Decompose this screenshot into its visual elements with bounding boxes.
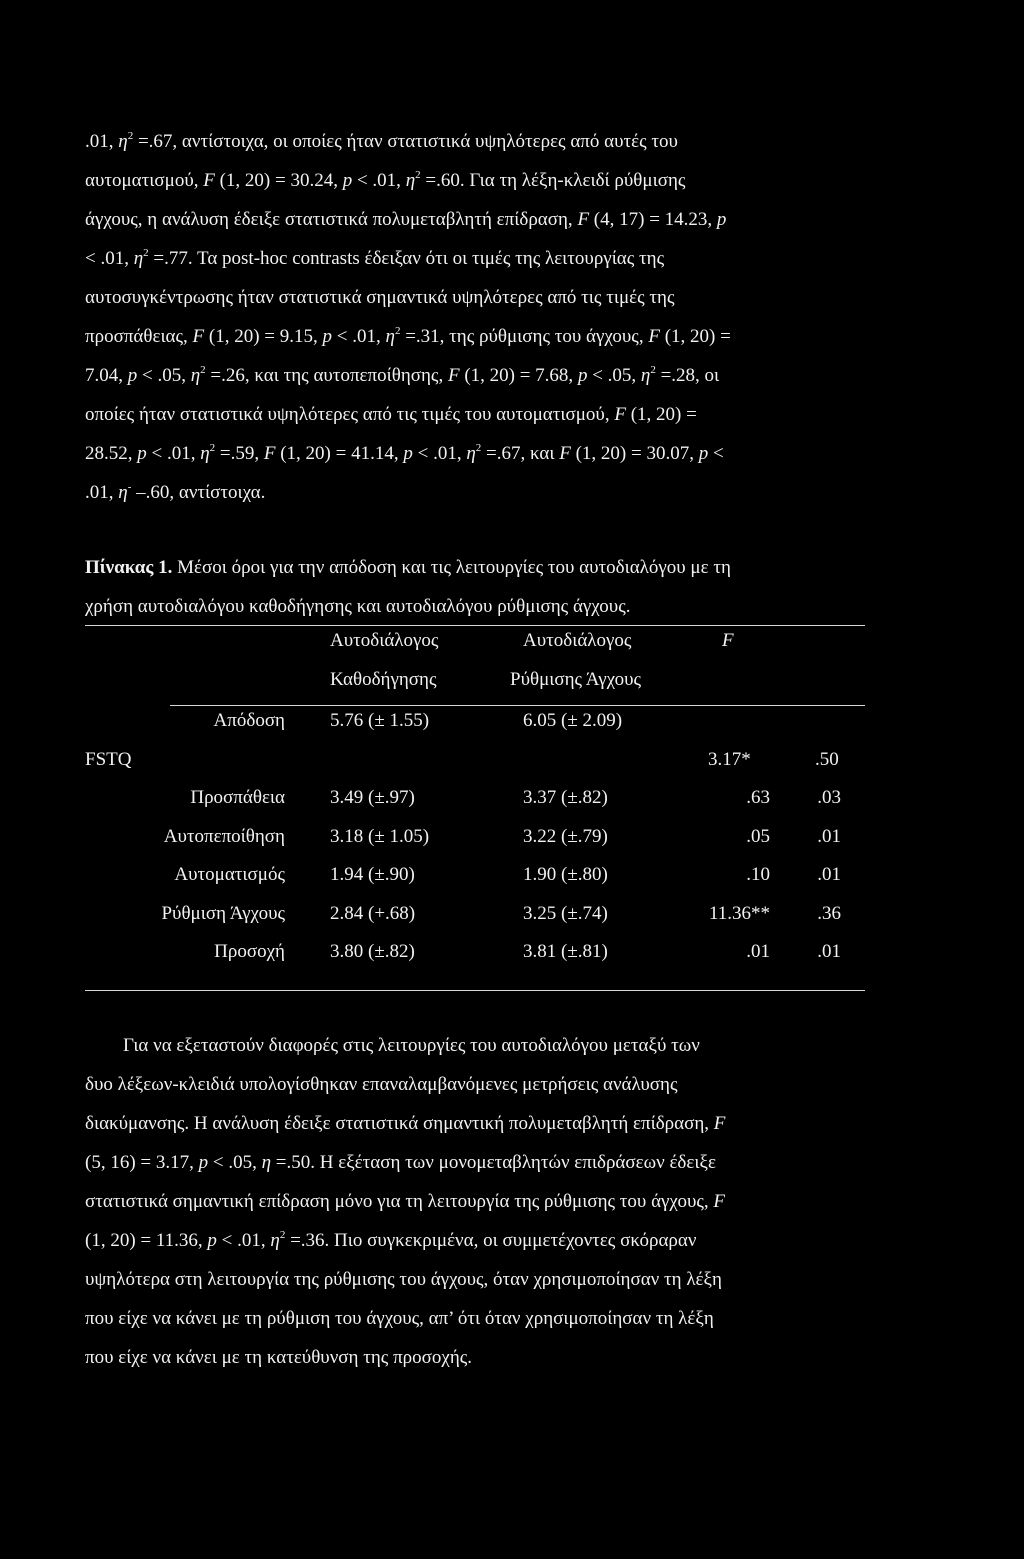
- superscript: 2: [279, 1229, 286, 1241]
- italic-symbol: p: [207, 1230, 217, 1251]
- text-run: .01,: [85, 131, 119, 152]
- italic-symbol: η: [270, 1230, 280, 1251]
- text-run: <: [708, 443, 724, 464]
- text-run: 7.04,: [85, 365, 128, 386]
- table-row-f-value: .01: [746, 941, 770, 962]
- text-run: που είχε να κάνει με τη ρύθμιση του άγχους, απ’ ότι όταν χρησιμοποίησαν τη λέξη: [85, 1308, 714, 1329]
- text-run: =.59,: [215, 443, 264, 464]
- group-f-value: 3.17*: [708, 749, 751, 770]
- row-performance-label: Απόδοση: [213, 710, 285, 731]
- italic-symbol: F: [614, 404, 626, 425]
- italic-symbol: p: [137, 443, 147, 464]
- text-line: [85, 317, 945, 356]
- text-run: δυο λέξεων-κλειδιά υπολογίσθηκαν επαναλαμβανόμενες μετρήσεις ανάλυσης: [85, 1074, 678, 1095]
- text-run: (4, 17) = 14.23,: [589, 209, 717, 230]
- italic-symbol: F: [713, 1191, 725, 1212]
- italic-symbol: p: [698, 443, 709, 464]
- text-line: [85, 278, 945, 317]
- italic-symbol: η: [466, 443, 476, 464]
- group-eta-value: .50: [815, 749, 839, 770]
- text-line: [85, 122, 945, 161]
- table-header-rule: [170, 705, 865, 706]
- italic-symbol: η: [118, 482, 128, 503]
- italic-symbol: F: [559, 443, 571, 464]
- table-row-f-value: 11.36**: [708, 903, 770, 924]
- table-row-guidance-mean: 1.94 (±.90): [330, 864, 415, 885]
- italic-symbol: F: [203, 170, 215, 191]
- table-caption-text-2: χρήση αυτοδιαλόγου καθοδήγησης και αυτοδιαλόγου ρύθμισης άγχους.: [85, 596, 631, 617]
- text-line: [85, 1143, 945, 1182]
- header-col1-line1: Αυτοδιάλογος: [330, 630, 439, 651]
- italic-symbol: p: [342, 170, 353, 191]
- italic-symbol: η: [200, 443, 210, 464]
- text-line: [85, 1221, 945, 1260]
- header-col2-line1: Αυτοδιάλογος: [523, 630, 632, 651]
- table-row-f-value: .10: [746, 864, 770, 885]
- table-caption-text-1: Μέσοι όροι για την απόδοση και τις λειτουργίες του αυτοδιαλόγου με τη: [172, 557, 731, 578]
- text-run: < .05,: [208, 1152, 262, 1173]
- text-line: [85, 239, 945, 278]
- text-run: διακύμανσης. Η ανάλυση έδειξε στατιστικά σημαντική πολυμεταβλητή επίδραση,: [85, 1113, 714, 1134]
- text-line: [85, 1260, 945, 1299]
- text-run: (1, 20) = 41.14,: [275, 443, 404, 464]
- text-run: άγχους, η ανάλυση έδειξε στατιστικά πολυμεταβλητή επίδραση,: [85, 209, 578, 230]
- paragraph-results-2: [85, 1026, 945, 1377]
- text-line: [85, 1182, 945, 1221]
- text-line: [85, 1104, 945, 1143]
- table-row-label: Προσπάθεια: [190, 787, 285, 808]
- table-caption: [85, 548, 945, 626]
- text-line: [85, 395, 945, 434]
- italic-symbol: p: [322, 326, 333, 347]
- text-run: αυτοματισμού,: [85, 170, 204, 191]
- italic-symbol: p: [198, 1152, 209, 1173]
- italic-symbol: F: [192, 326, 205, 347]
- text-line: [85, 1299, 945, 1338]
- italic-symbol: F: [713, 1113, 726, 1134]
- text-run: (1, 20) =: [659, 326, 731, 347]
- row-performance-c2: 6.05 (± 2.09): [523, 710, 623, 731]
- superscript: 2: [394, 325, 401, 337]
- group-label-fstq: FSTQ: [85, 749, 132, 770]
- text-run: (1, 20) = 7.68,: [459, 365, 578, 386]
- table-caption-label: Πίνακας 1.: [85, 557, 173, 578]
- text-run: =.26, και της αυτοπεποίθησης,: [205, 365, 448, 386]
- italic-symbol: p: [127, 365, 138, 386]
- text-line: [85, 473, 945, 512]
- text-run: =.77. Τα post-hoc contrasts έδειξαν ότι οι τιμές της λειτουργίας της: [148, 248, 665, 269]
- table-row-eta-value: .01: [817, 941, 841, 962]
- text-run: υψηλότερα στη λειτουργία της ρύθμισης του άγχους, όταν χρησιμοποίησαν τη λέξη: [85, 1269, 722, 1290]
- text-run: =.67, αντίστοιχα, οι οποίες ήταν στατιστικά υψηλότερες από αυτές του: [133, 131, 678, 152]
- text-run: =.50. Η εξέταση των μονομεταβλητών επιδράσεων έδειξε: [271, 1152, 716, 1173]
- italic-symbol: p: [716, 209, 727, 230]
- table-row-guidance-mean: 3.18 (± 1.05): [330, 826, 430, 847]
- text-run: Για να εξεταστούν διαφορές στις λειτουργίες του αυτοδιαλόγου μεταξύ των: [85, 1035, 700, 1056]
- text-run: =.36. Πιο συγκεκριμένα, οι συμμετέχοντες σκόραραν: [285, 1230, 697, 1251]
- text-run: (1, 20) =: [625, 404, 697, 425]
- header-col2-line2: Ρύθμισης Άγχους: [510, 669, 642, 690]
- italic-symbol: F: [263, 443, 276, 464]
- italic-symbol: p: [403, 443, 413, 464]
- table-row-anxiety-mean: 1.90 (±.80): [523, 864, 608, 885]
- text-run: που είχε να κάνει με τη κατεύθυνση της προσοχής.: [85, 1347, 473, 1368]
- row-performance-c1: 5.76 (± 1.55): [330, 710, 430, 731]
- table-row-anxiety-mean: 3.25 (±.74): [523, 903, 608, 924]
- superscript: 2: [143, 247, 149, 259]
- superscript: 2: [650, 364, 656, 376]
- italic-symbol: η: [385, 326, 395, 347]
- superscript: 2: [127, 130, 134, 142]
- text-run: οποίες ήταν στατιστικά υψηλότερες από τις τιμές του αυτοματισμού,: [85, 404, 615, 425]
- superscript: 2: [209, 442, 216, 454]
- text-run: (1, 20) = 11.36,: [85, 1230, 208, 1251]
- table-row-label: Ρύθμιση Άγχους: [161, 903, 285, 924]
- text-run: (1, 20) = 30.24,: [214, 170, 343, 191]
- text-run: –.60, αντίστοιχα.: [131, 482, 266, 503]
- table-row-guidance-mean: 3.80 (±.82): [330, 941, 415, 962]
- text-run: < .05,: [137, 365, 191, 386]
- table-row-f-value: .05: [746, 826, 770, 847]
- text-run: .01,: [85, 482, 119, 503]
- text-run: στατιστικά σημαντική επίδραση μόνο για τη λειτουργία της ρύθμισης του άγχους,: [85, 1191, 714, 1212]
- table-row-guidance-mean: 3.49 (±.97): [330, 787, 415, 808]
- table-row-label: Αυτοματισμός: [174, 864, 285, 885]
- superscript: -: [127, 481, 132, 493]
- text-run: < .01,: [352, 170, 406, 191]
- text-line: [85, 1065, 945, 1104]
- italic-symbol: p: [577, 365, 588, 386]
- text-run: < .01,: [146, 443, 201, 464]
- text-run: < .05,: [587, 365, 641, 386]
- table-row-anxiety-mean: 3.81 (±.81): [523, 941, 608, 962]
- italic-symbol: η: [118, 131, 128, 152]
- paragraph-results-1: [85, 122, 945, 512]
- table-row-f-value: .63: [746, 787, 770, 808]
- text-run: προσπάθειας,: [85, 326, 193, 347]
- superscript: 2: [475, 442, 482, 454]
- text-run: =.60. Για τη λέξη-κλειδί ρύθμισης: [420, 170, 686, 191]
- table-row-anxiety-mean: 3.22 (±.79): [523, 826, 608, 847]
- table-row-eta-value: .36: [817, 903, 841, 924]
- italic-symbol: F: [447, 365, 460, 386]
- italic-symbol: η: [190, 365, 201, 386]
- text-run: < .01,: [85, 248, 134, 269]
- text-run: αυτοσυγκέντρωσης ήταν στατιστικά σημαντικά υψηλότερες από τις τιμές της: [85, 287, 675, 308]
- superscript: 2: [200, 364, 206, 376]
- text-run: (5, 16) = 3.17,: [85, 1152, 199, 1173]
- table-row-anxiety-mean: 3.37 (±.82): [523, 787, 608, 808]
- table-bottom-rule: [85, 990, 865, 991]
- text-run: =.28, οι: [655, 365, 720, 386]
- text-line: [85, 1338, 945, 1377]
- table-top-rule: [85, 625, 865, 626]
- italic-symbol: η: [261, 1152, 272, 1173]
- italic-symbol: η: [133, 248, 144, 269]
- text-run: (1, 20) = 30.07,: [570, 443, 699, 464]
- italic-symbol: F: [648, 326, 660, 347]
- header-col3: F: [722, 630, 734, 651]
- text-line: [85, 200, 945, 239]
- table-row-label: Αυτοπεποίθηση: [163, 826, 285, 847]
- text-run: 28.52,: [85, 443, 138, 464]
- table-row-eta-value: .01: [817, 864, 841, 885]
- text-run: =.67, και: [481, 443, 560, 464]
- text-line: [85, 356, 945, 395]
- text-line: [85, 161, 945, 200]
- text-line: [85, 434, 945, 473]
- italic-symbol: F: [577, 209, 590, 230]
- italic-symbol: η: [405, 170, 416, 191]
- table-row-eta-value: .01: [817, 826, 841, 847]
- text-run: =.31, της ρύθμισης του άγχους,: [400, 326, 649, 347]
- text-run: < .01,: [216, 1230, 271, 1251]
- text-run: (1, 20) = 9.15,: [204, 326, 323, 347]
- text-run: < .01,: [412, 443, 467, 464]
- table-row-label: Προσοχή: [214, 941, 285, 962]
- text-run: < .01,: [332, 326, 386, 347]
- italic-symbol: η: [640, 365, 651, 386]
- table-row-guidance-mean: 2.84 (+.68): [330, 903, 416, 924]
- table-row-eta-value: .03: [817, 787, 841, 808]
- superscript: 2: [415, 169, 421, 181]
- header-col1-line2: Καθοδήγησης: [330, 669, 437, 690]
- text-line: [85, 1026, 945, 1065]
